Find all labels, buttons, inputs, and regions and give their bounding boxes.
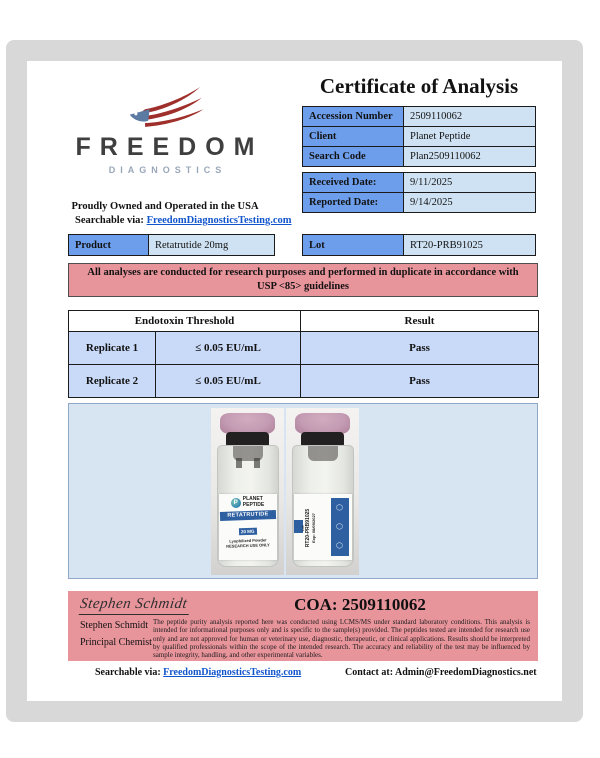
accession-number-value: 2509110062 (404, 107, 536, 127)
search-code-label: Search Code (303, 147, 404, 167)
searchable-link-top[interactable]: FreedomDiagnosticsTesting.com (146, 215, 292, 226)
vial-front-label (219, 494, 277, 560)
accession-number-label: Accession Number (303, 107, 404, 127)
table-row (303, 235, 536, 256)
replicate-1-result: Pass (301, 332, 539, 365)
lot-table (302, 234, 536, 256)
brand-subtitle: DIAGNOSTICS (108, 165, 227, 175)
dates-table (302, 172, 536, 213)
planet-peptide-name (243, 497, 264, 509)
molecule-icon: ⬡ (336, 521, 343, 531)
vial-stopper-prong (254, 458, 260, 468)
searchable-label: Searchable via: (95, 667, 161, 678)
planet-peptide-brand (219, 497, 277, 509)
replicate-2-threshold: ≤ 0.05 EU/mL (156, 365, 301, 398)
brand-line-2: PEPTIDE (242, 501, 265, 508)
exp-date: Exp: 08/09/2027 (310, 513, 316, 543)
signer-name: Stephen Schmidt (80, 620, 149, 631)
vial-back-label (294, 494, 352, 560)
reported-date-value: 9/14/2025 (404, 193, 536, 213)
vial-crimp-seal (226, 432, 269, 446)
chemist-signature: Stephen Schmidt (79, 596, 192, 615)
replicate-1-threshold: ≤ 0.05 EU/mL (156, 332, 301, 365)
table-row (303, 173, 536, 193)
product-table (68, 234, 275, 256)
strength-chip: 20 MG (239, 527, 257, 535)
signature-coa-box (68, 591, 538, 661)
contact-line: Contact at: Admin@FreedomDiagnostics.net (345, 667, 537, 678)
accession-table (302, 106, 536, 167)
certificate-page (27, 61, 562, 701)
product-label: Product (69, 235, 149, 256)
searchable-line-top (75, 215, 292, 226)
page-title: Certificate of Analysis (319, 74, 519, 98)
research-use-line: RESEARCH USE ONLY (225, 542, 270, 549)
table-row (303, 193, 536, 213)
brand-name: FREEDOM (75, 133, 264, 161)
vial-cap (220, 413, 275, 434)
brand-line-1: PLANET (242, 496, 263, 502)
vial-front (216, 413, 280, 567)
molecule-panel (331, 498, 349, 556)
vial-photo-panel (68, 403, 538, 579)
product-value: Retatrutide 20mg (149, 235, 275, 256)
vial-stopper (308, 446, 338, 461)
lot-number: RT20-PRB91025 (304, 508, 311, 548)
table-row (69, 365, 539, 398)
received-date-value: 9/11/2025 (404, 173, 536, 193)
brand-tagline: Proudly Owned and Operated in the USA (71, 201, 259, 212)
search-code-value: Plan2509110062 (404, 147, 536, 167)
vial-glass-body (292, 445, 354, 567)
signer-title: Principal Chemist (80, 637, 152, 648)
endotoxin-header-row (69, 311, 539, 332)
vial-cap (295, 413, 350, 434)
table-row (303, 127, 536, 147)
table-row (303, 107, 536, 127)
searchable-label: Searchable via: (75, 215, 144, 226)
product-name-band: RETATRUTIDE (219, 510, 275, 521)
replicate-2-name: Replicate 2 (69, 365, 156, 398)
vial-stopper-prong (236, 458, 242, 468)
searchable-line-bottom (95, 667, 301, 678)
coa-number: COA: 2509110062 (294, 595, 426, 614)
endotoxin-threshold-header: Endotoxin Threshold (69, 311, 301, 332)
reported-date-label: Reported Date: (303, 193, 404, 213)
eagle-flag-icon (119, 85, 211, 135)
vial-crimp-seal (301, 432, 344, 446)
molecule-icon: ⬡ (336, 541, 343, 551)
research-disclaimer-banner: All analyses are conducted for research purposes and performed in duplicate in accordance with USP <85> guidelines (68, 263, 538, 297)
table-row (303, 147, 536, 167)
vial-back (291, 413, 355, 567)
molecule-icon: ⬡ (336, 502, 343, 512)
searchable-link-bottom[interactable]: FreedomDiagnosticsTesting.com (163, 667, 302, 678)
vial-back-photo (286, 408, 359, 575)
received-date-label: Received Date: (303, 173, 404, 193)
certificate-frame (6, 40, 583, 722)
vial-glass-body (217, 445, 279, 567)
lot-label: Lot (303, 235, 404, 256)
replicate-1-name: Replicate 1 (69, 332, 156, 365)
lot-prefix: Lot: (299, 524, 305, 532)
endotoxin-table (68, 310, 539, 398)
vial-photo (211, 408, 359, 575)
lot-exp-vertical-text (300, 501, 316, 555)
result-header: Result (301, 311, 539, 332)
table-row (69, 332, 539, 365)
client-value: Planet Peptide (404, 127, 536, 147)
analysis-disclaimer-text: The peptide purity analysis reported here was conducted using LCMS/MS under standard laboratory conditions. This analysis is intended for informational purposes only and is specific to the sample(s) provided. The peptides tested are intended for research use only and are not approved for human or veterinary use, diagnostic, therapeutic, or clinical applications. Results should be interpreted by qualified professionals within the scope of the intended research. The accuracy and reliability of the test may be influenced by sample integrity, handling, and other experimental variables. (153, 618, 530, 659)
lyophilized-line: Lyophilized Powder (228, 536, 267, 544)
replicate-2-result: Pass (301, 365, 539, 398)
planet-peptide-logo-icon: P (231, 498, 241, 508)
brand-logo-block (43, 85, 287, 175)
client-label: Client (303, 127, 404, 147)
table-row (69, 235, 275, 256)
vial-front-photo (211, 408, 284, 575)
lot-value: RT20-PRB91025 (404, 235, 536, 256)
